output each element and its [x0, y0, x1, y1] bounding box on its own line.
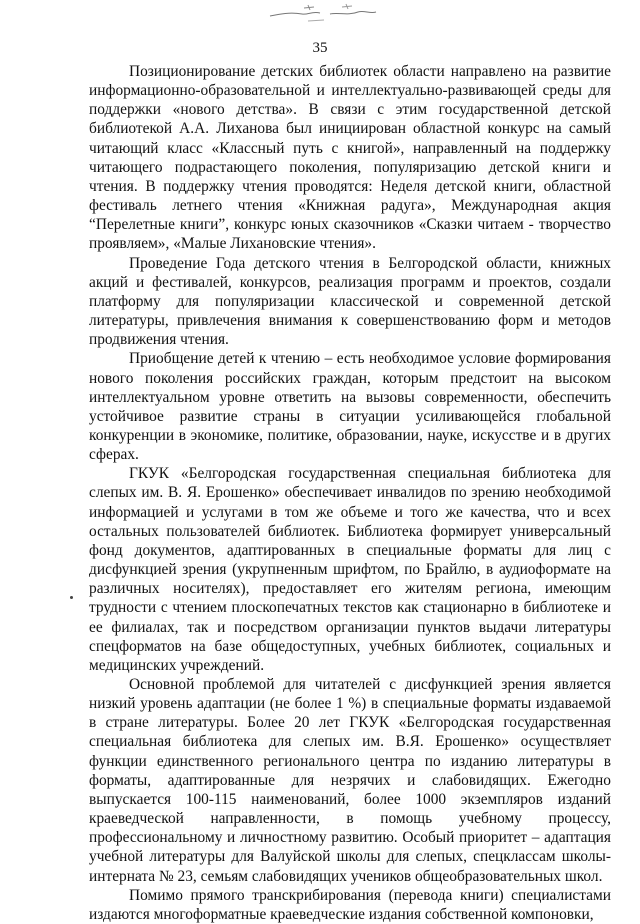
margin-mark: [70, 596, 73, 599]
paragraph: Помимо прямого транскрибирования (перевода книги) специалистами издаются многоформатные краеведческие издания собственной компоновки,: [89, 886, 611, 923]
scan-artifact-mark: [268, 2, 380, 24]
paragraph: Позиционирование детских библиотек области направлено на развитие информационно-образовательной и интеллектуально-развивающей среды для поддержки «нового детства». В связи с этим государственной детской библиотекой А.А. Лиханова был инициирован областной конкурс на самый читающий класс «Классный путь с книгой», направленный на поддержку читающего подрастающего поколения, популяризацию детской книги и чтения. В поддержку чтения проводятся: Неделя детской книги, областной фестиваль летнего чтения «Книжная радуга», Международная акция “Перелетные книги”, конкурс юных сказочников «Сказки читаем - творчество проявляем», «Малые Лихановские чтения».: [89, 63, 611, 253]
paragraph: Проведение Года детского чтения в Белгородской области, книжных акций и фестивалей, конкурсов, реализация программ и проектов, создали платформу для популяризации классической и современной детской литературы, привлечения внимания к совершенствованию форм и методов продвижения чтения.: [89, 254, 611, 349]
paragraph: Основной проблемой для читателей с дисфункцией зрения является низкий уровень адаптации (не более 1 %) в специальные форматы издаваемой в стране литературы. Более 20 лет ГКУК «Белгородская государственная специальная библиотека для слепых им. В.Я. Ерошенко» осуществляет функции единственного регионального центра по изданию литературы в форматы, адаптированные для незрячих и слабовидящих. Ежегодно выпускается 100-115 наименований, более 1000 экземпляров изданий краеведческой направленности, в помощь учебному процессу, профессиональному и личностному развитию. Особый приоритет – адаптация учебной литературы для Валуйской школы для слепых, спецклассам школы-интерната № 23, семьям слабовидящих учеников общеобразовательных школ.: [89, 676, 611, 885]
document-body: [89, 62, 611, 924]
page-number: 35: [312, 40, 328, 56]
paragraph: Приобщение детей к чтению – есть необходимое условие формирования нового поколения российских граждан, которым предстоит на высоком интеллектуальном уровне ответить на вызовы современности, обеспечить устойчивое развитие страны в ситуации усиливающейся глобальной конкуренции в экономике, политике, образовании, науке, искусстве и в других сферах.: [89, 350, 611, 464]
paragraph: ГКУК «Белгородская государственная специальная библиотека для слепых им. В. Я. Ерошенко» обеспечивает инвалидов по зрению необходимой информацией и услугами в том же объеме и того же качества, что и всех остальных пользователей библиотек. Библиотека формирует универсальный фонд документов, адаптированных в специальные форматы для лиц с дисфункцией зрения (укрупненным шрифтом, по Брайлю, в аудиоформате на различных носителях), предоставляет его жителям региона, имеющим трудности с чтением плоскопечатных текстов как стационарно в библиотеке и ее филиалах, так и посредством организации пунктов выдачи литературы спецформатов на базе общедоступных, учебных библиотек, социальных и медицинских учреждений.: [89, 465, 611, 674]
